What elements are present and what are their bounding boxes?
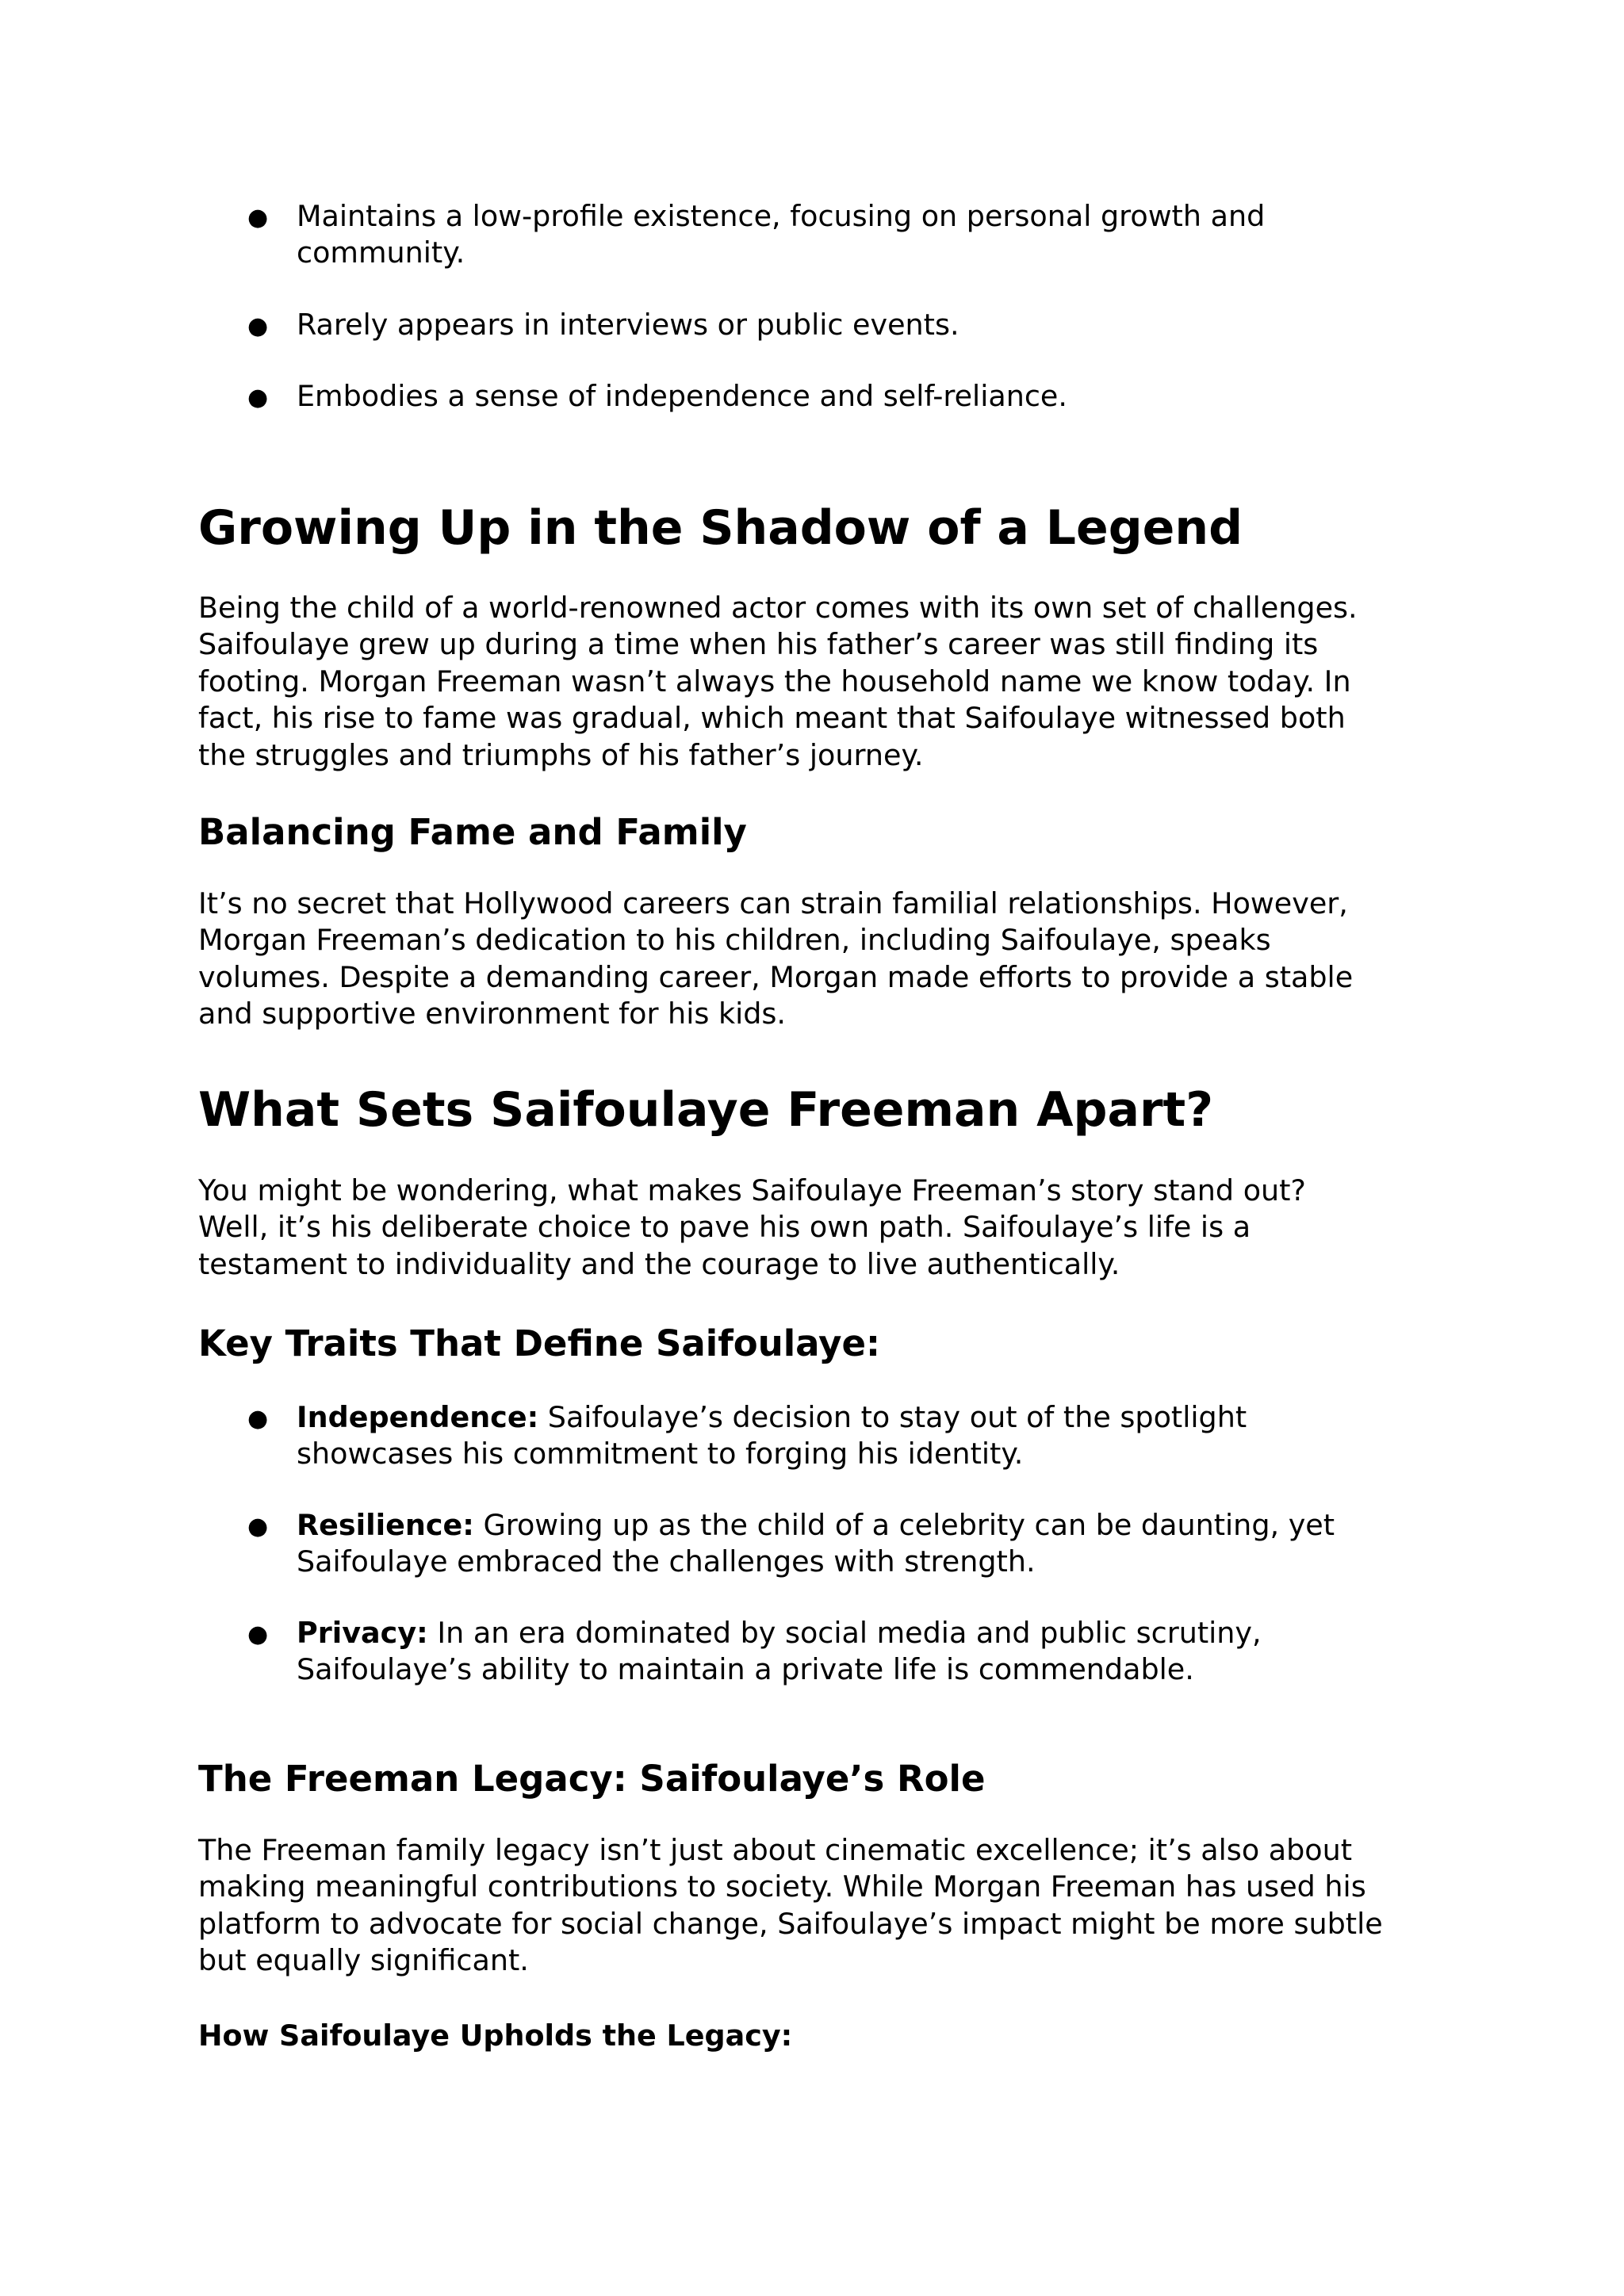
bullet-marker: ●: [247, 1513, 269, 1540]
section-paragraph-growing-up: Being the child of a world-renowned actor comes with its own set of challenges. Saifoulaye grew up during a time when his father’s career was still finding its footing. Morgan Freeman wasn’t always the household name we know today. In fact, his rise to fame was gradual, which meant that Saifoulaye witnessed both the struggles and triumphs of his father’s journey.: [198, 591, 1358, 772]
list-item: Maintains a low-profile existence, focusing on personal growth and community.: [297, 199, 1266, 270]
paragraph-freeman-legacy: The Freeman family legacy isn’t just about cinematic excellence; it’s also about making meaningful contributions to society. While Morgan Freeman has used his platform to advocate for social change, Saifoulaye’s impact might be more subtle but equally significant.: [198, 1833, 1383, 1978]
trait-term: Resilience:: [297, 1508, 474, 1542]
list-item: [297, 1399, 1470, 1473]
bullet-marker: ●: [247, 1621, 269, 1648]
subheading-key-traits: Key Traits That Define Saifoulaye:: [198, 1322, 881, 1364]
list-item: Rarely appears in interviews or public events.: [297, 308, 959, 342]
trait-term: Independence:: [297, 1400, 539, 1434]
paragraph-balancing: It’s no secret that Hollywood careers can strain familial relationships. However, Morgan Freeman’s dedication to his children, including Saifoulaye, speaks volumes. Despite a demanding career, Morgan made efforts to provide a stable and supportive environment for his kids.: [198, 886, 1354, 1031]
subheading-upholds-legacy: How Saifoulaye Upholds the Legacy:: [198, 2019, 793, 2053]
list-item: Embodies a sense of independence and self-reliance.: [297, 379, 1067, 413]
list-item: [297, 1507, 1470, 1581]
subheading-freeman-legacy: The Freeman Legacy: Saifoulaye’s Role: [198, 1758, 986, 1800]
section-heading-growing-up: Growing Up in the Shadow of a Legend: [198, 500, 1243, 556]
trait-description: Saifoulaye’s decision to stay out of the spotlight showcases his commitment to forging his identity.: [297, 1400, 1247, 1471]
section-heading-sets-apart: What Sets Saifoulaye Freeman Apart?: [198, 1082, 1214, 1138]
trait-description: Growing up as the child of a celebrity can be daunting, yet Saifoulaye embraced the challenges with strength.: [297, 1508, 1335, 1579]
trait-term: Privacy:: [297, 1616, 428, 1650]
bullet-marker: ●: [247, 312, 269, 340]
paragraph-sets-apart: You might be wondering, what makes Saifoulaye Freeman’s story stand out? Well, it’s his deliberate choice to pave his own path. Saifoulaye’s life is a testament to individuality and the courage to live authentically.: [198, 1173, 1306, 1281]
bullet-marker: ●: [247, 384, 269, 411]
bullet-marker: ●: [247, 1405, 269, 1433]
trait-description: In an era dominated by social media and public scrutiny, Saifoulaye’s ability to maintain a private life is commendable.: [297, 1616, 1262, 1687]
subheading-balancing: Balancing Fame and Family: [198, 811, 747, 853]
bullet-marker: ●: [247, 204, 269, 232]
list-item: [297, 1615, 1470, 1689]
